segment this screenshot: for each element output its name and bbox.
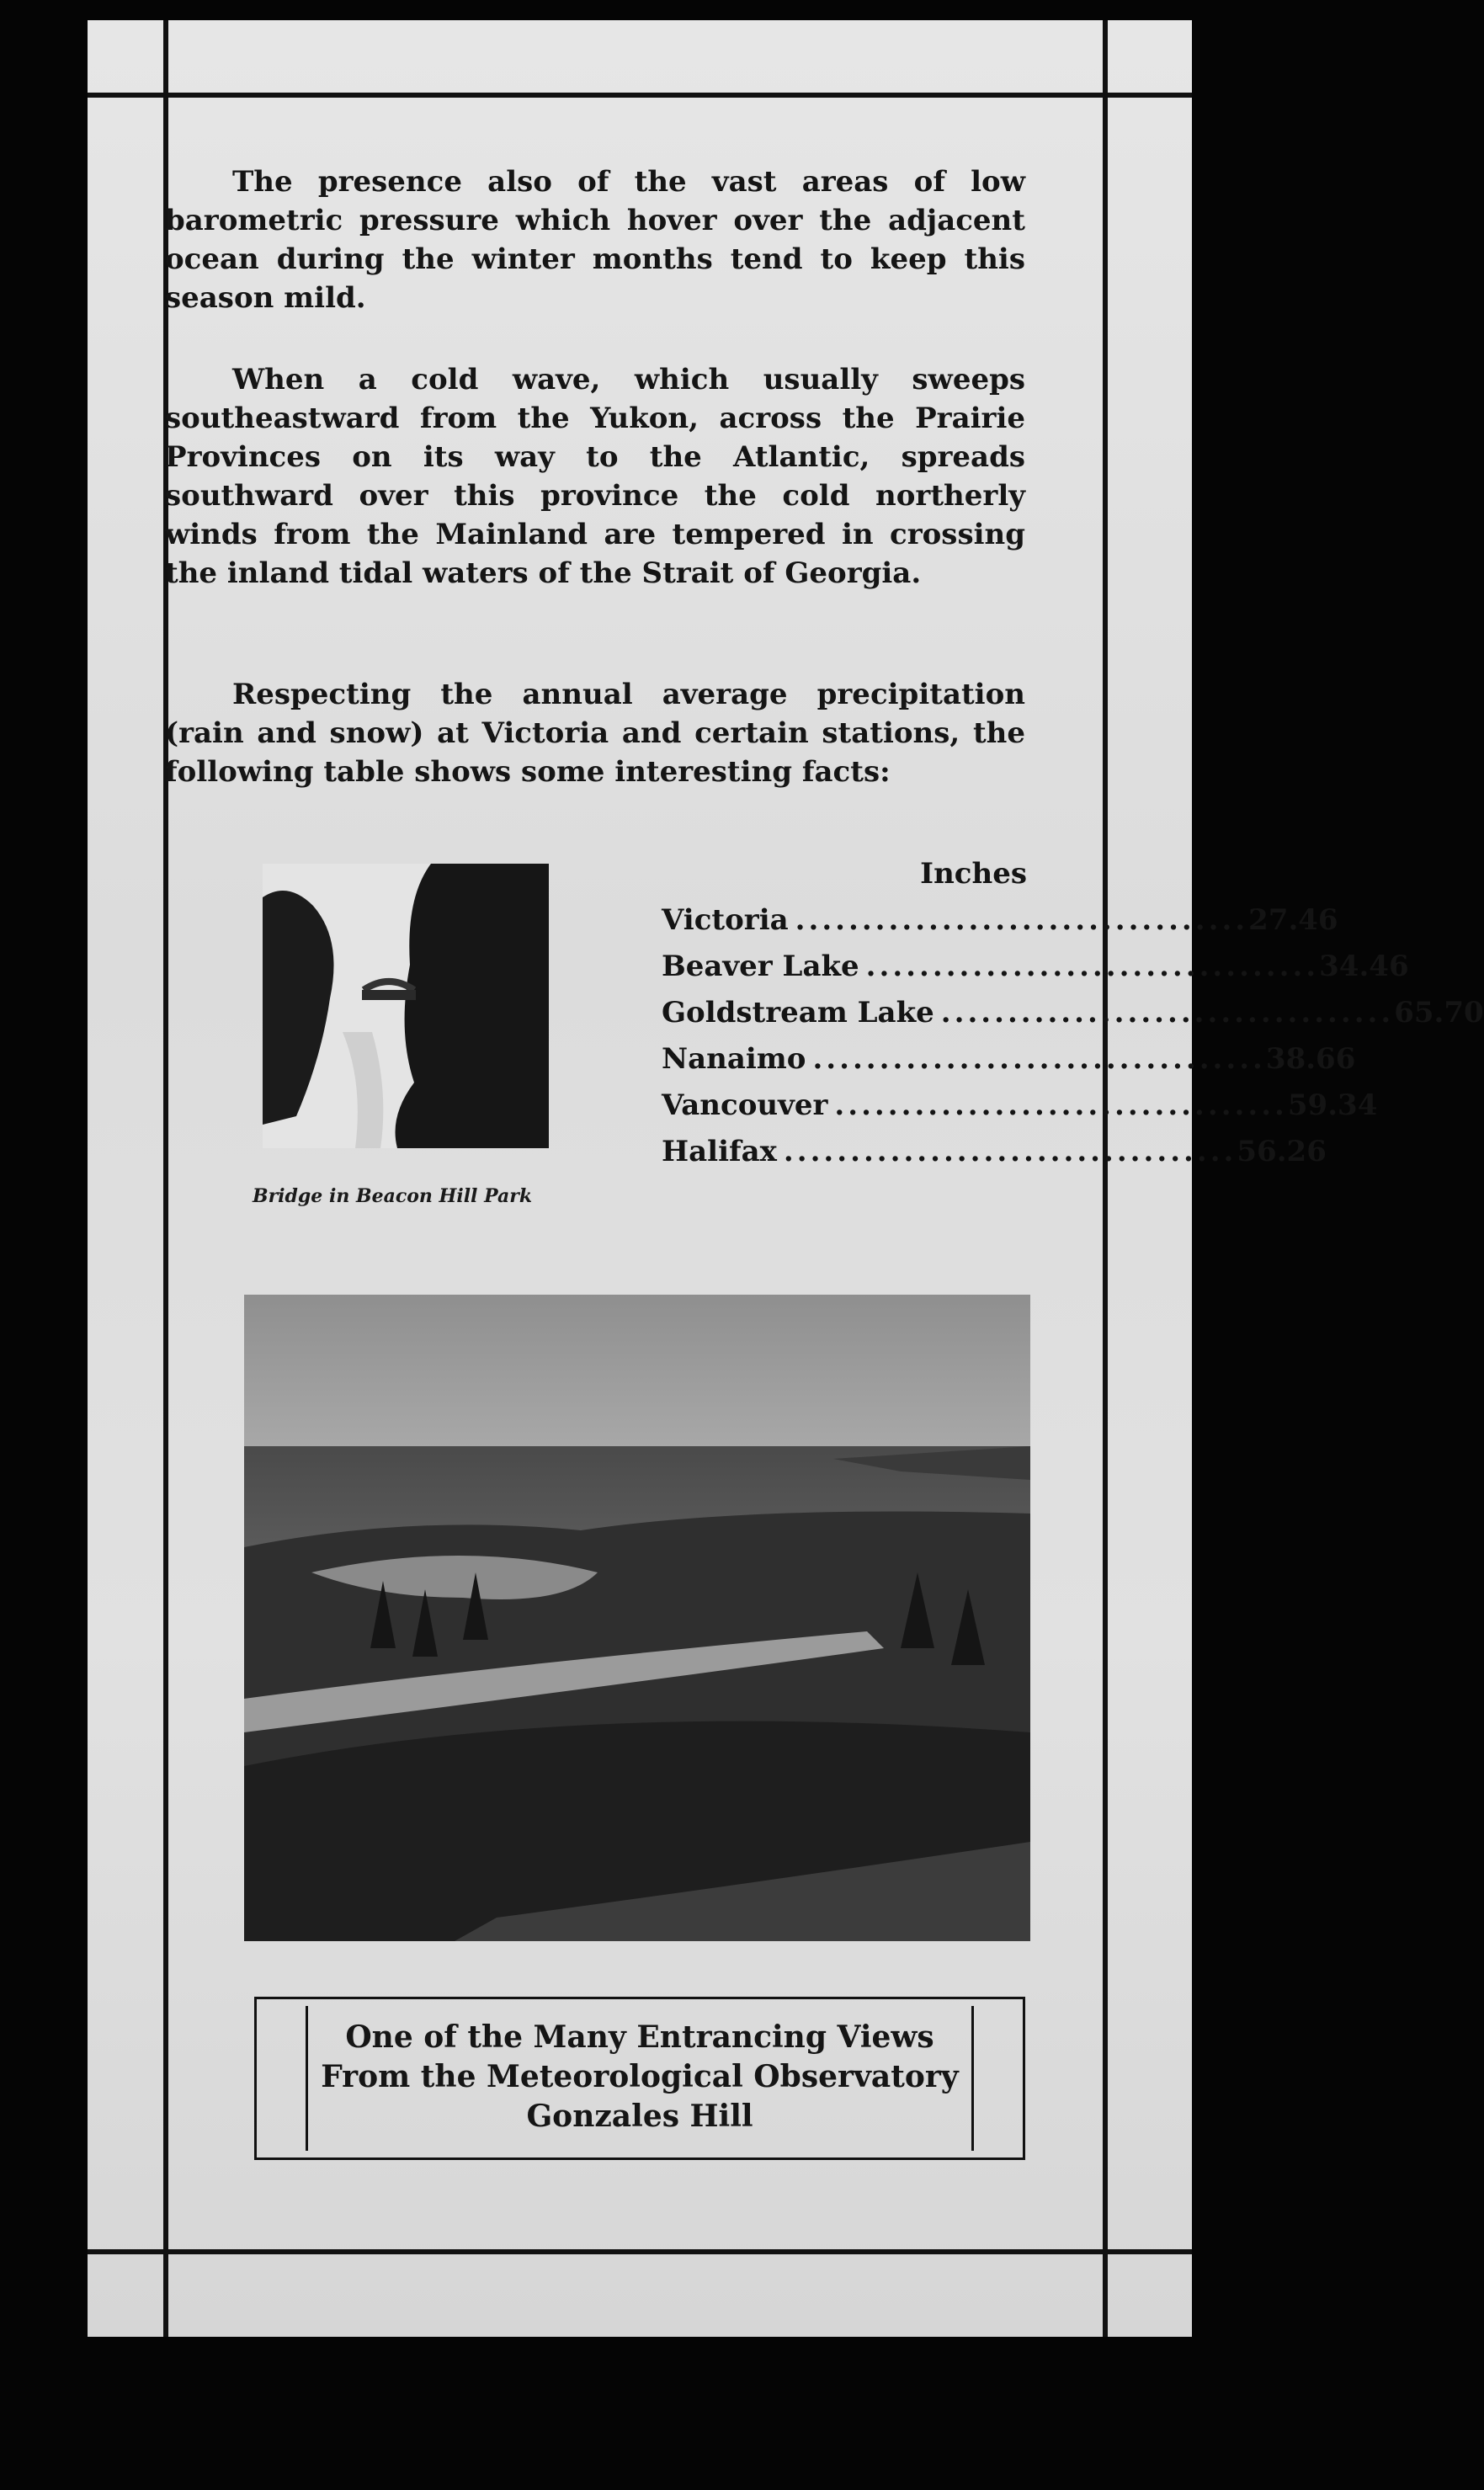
paragraph-cold-wave: When a cold wave, which usually sweeps southeastward from the Yukon, across the Prairie Provinces on its way to the Atlantic, spreads southward over this province the cold northerly winds from the Mainland are tempered in crossing the inland tidal waters of the Strait of Georgia. [165,363,1025,590]
caption-left-bar [306,2006,308,2151]
station-name: Nanaimo [662,1042,806,1076]
station-name: Vancouver [662,1088,828,1122]
right-frame-rule [1103,20,1108,2337]
table-row [662,1036,1356,1083]
dot-leader: .................................. [783,1135,1237,1168]
top-frame-rule [88,93,1192,98]
bridge-photo [263,864,549,1148]
table-row [662,1129,1327,1175]
paragraph-low-pressure: The presence also of the vast areas of low barometric pressure which hover over the adjacent ocean during the winter months tend to keep this season mild. [165,165,1025,315]
dot-leader: .................................. [834,1088,1288,1122]
dot-leader: .................................. [865,950,1320,983]
station-value: 65.70 [1394,996,1484,1030]
dot-leader: .................................. [795,903,1249,937]
station-name: Victoria [662,903,789,937]
station-name: Goldstream Lake [662,996,934,1030]
table-row [662,897,1338,944]
station-name: Beaver Lake [662,950,859,983]
station-name: Halifax [662,1135,777,1168]
station-value: 34.46 [1319,950,1409,983]
station-value: 56.26 [1237,1135,1327,1168]
body-text [165,162,1025,317]
dot-leader: .................................. [940,996,1395,1030]
landscape-photo-image [244,1295,1030,1941]
table-row [662,990,1484,1036]
table-row [662,944,1409,990]
view-caption-text [312,2018,967,2136]
caption-line: Gonzales Hill [526,2099,753,2134]
station-value: 27.46 [1248,903,1338,937]
bridge-photo-caption: Bridge in Beacon Hill Park [253,1185,533,1207]
bottom-frame-rule [88,2249,1192,2254]
station-value: 38.66 [1265,1042,1356,1076]
view-caption-box [254,1997,1025,2160]
observatory-view-photo [244,1295,1030,1941]
body-text [165,675,1025,791]
unit-label: Inches [920,857,1027,891]
bridge-photo-image [263,864,549,1148]
table-row [662,1083,1378,1129]
dot-leader: .................................. [812,1042,1266,1076]
paragraph-precipitation-intro: Respecting the annual average precipitation (rain and snow) at Victoria and certain stations, the following table shows some interesting facts: [165,678,1025,789]
station-value: 59.34 [1287,1088,1378,1122]
caption-line: From the Meteorological Observatory [321,2059,959,2094]
caption-right-bar [971,2006,974,2151]
body-text [165,360,1025,593]
caption-line: One of the Many Entrancing Views [345,2019,934,2055]
precipitation-table [662,850,1484,1175]
